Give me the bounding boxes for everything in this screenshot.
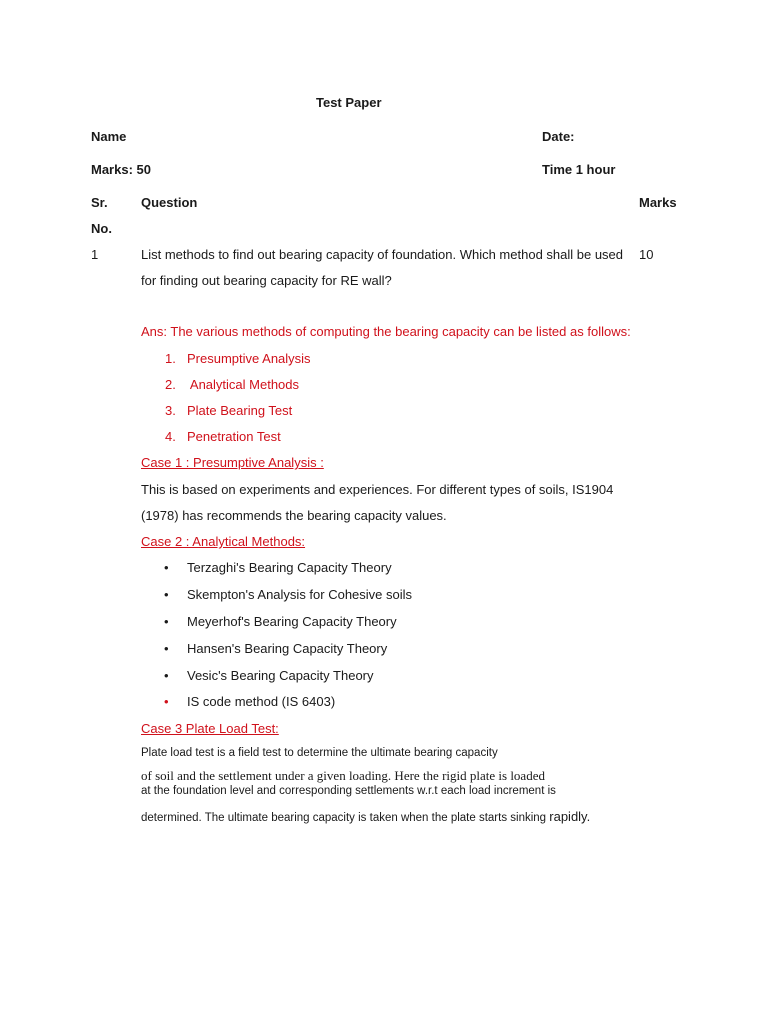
date-label: Date: <box>542 129 575 144</box>
bullet-icon: • <box>164 694 169 709</box>
bullet-icon: • <box>164 587 169 602</box>
question-line-2: for finding out bearing capacity for RE wall? <box>141 273 392 288</box>
case3-line-2: of soil and the settlement under a given loading. Here the rigid plate is loaded <box>141 768 545 783</box>
method-number: 3. <box>165 403 176 418</box>
question-number: 1 <box>91 247 99 262</box>
case2-heading: Case 2 : Analytical Methods: <box>141 534 306 549</box>
col-header-no: No. <box>91 221 112 236</box>
case3-line-4-text: determined. The ultimate bearing capacity is taken when the plate starts sinking <box>141 812 550 824</box>
bullet-icon: • <box>164 641 169 656</box>
case1-line-1: This is based on experiments and experiences. For different types of soils, IS1904 <box>141 482 614 497</box>
name-label: Name <box>91 129 127 144</box>
bullet-icon: • <box>164 668 169 683</box>
question-marks: 10 <box>639 247 654 262</box>
case3-line-1: Plate load test is a field test to determine the ultimate bearing capacity <box>141 747 498 759</box>
method-number: 1. <box>165 351 176 366</box>
question-line-1: List methods to find out bearing capacity of foundation. Which method shall be used <box>141 247 624 262</box>
time-label: Time 1 hour <box>542 162 616 177</box>
answer-intro: Ans: The various methods of computing the bearing capacity can be listed as follows: <box>141 324 631 339</box>
case3-line-4 <box>141 809 590 826</box>
bullet-icon: • <box>164 560 169 575</box>
theory-item: Skempton's Analysis for Cohesive soils <box>187 587 413 602</box>
page-title: Test Paper <box>316 95 382 110</box>
method-number: 4. <box>165 429 176 444</box>
theory-item: Vesic's Bearing Capacity Theory <box>187 668 374 683</box>
method-label: Analytical Methods <box>187 377 300 392</box>
theory-item: Terzaghi's Bearing Capacity Theory <box>187 560 392 575</box>
theory-item: Hansen's Bearing Capacity Theory <box>187 641 388 656</box>
theory-item: Meyerhof's Bearing Capacity Theory <box>187 614 397 629</box>
case1-heading: Case 1 : Presumptive Analysis : <box>141 455 324 470</box>
marks-total-label: Marks: 50 <box>91 162 151 177</box>
method-label: Presumptive Analysis <box>187 351 311 366</box>
method-label: Penetration Test <box>187 429 281 444</box>
bullet-icon: • <box>164 614 169 629</box>
theory-item: IS code method (IS 6403) <box>187 694 336 709</box>
col-header-sr: Sr. <box>91 195 108 210</box>
col-header-marks: Marks <box>639 195 677 210</box>
case3-line-4-emphasis: rapidly. <box>549 809 591 824</box>
method-number: 2. <box>165 377 176 392</box>
method-label: Plate Bearing Test <box>187 403 293 418</box>
case1-line-2: (1978) has recommends the bearing capacity values. <box>141 508 447 523</box>
col-header-question: Question <box>141 195 198 210</box>
case3-heading: Case 3 Plate Load Test: <box>141 721 279 736</box>
case3-line-3: at the foundation level and corresponding settlements w.r.t each load increment is <box>141 785 556 797</box>
